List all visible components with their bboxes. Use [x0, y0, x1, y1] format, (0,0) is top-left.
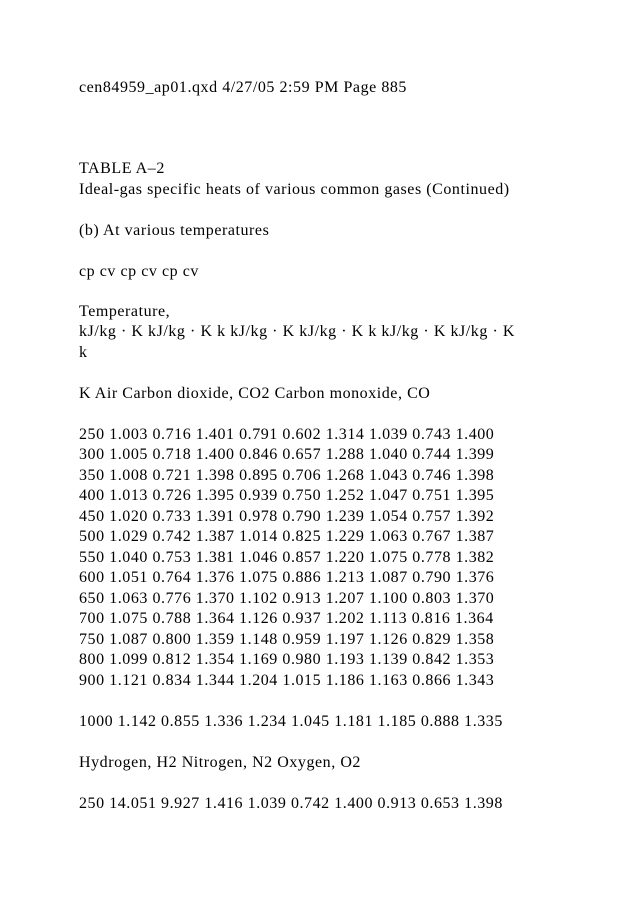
table-row: 250 1.003 0.716 1.401 0.791 0.602 1.314 1.039 0.743 1.400 — [79, 426, 495, 443]
table-row: 250 14.051 9.927 1.416 1.039 0.742 1.400 0.913 0.653 1.398 — [79, 795, 503, 812]
units-line: kJ/kg · K kJ/kg · K k kJ/kg · K kJ/kg · K k kJ/kg · K kJ/kg · K — [79, 323, 515, 340]
table-row: 450 1.020 0.733 1.391 0.978 0.790 1.239 1.054 0.757 1.392 — [79, 508, 495, 525]
gas-header-1: K Air Carbon dioxide, CO2 Carbon monoxide, CO — [79, 385, 431, 402]
subsection-heading: (b) At various temperatures — [79, 222, 270, 239]
table-row: 800 1.099 0.812 1.354 1.169 0.980 1.193 1.139 0.842 1.353 — [79, 651, 495, 668]
table-row: 400 1.013 0.726 1.395 0.939 0.750 1.252 1.047 0.751 1.395 — [79, 487, 495, 504]
gas-header-2: Hydrogen, H2 Nitrogen, N2 Oxygen, O2 — [79, 754, 361, 771]
table-row: 600 1.051 0.764 1.376 1.075 0.886 1.213 1.087 0.790 1.376 — [79, 569, 495, 586]
table-title: TABLE A–2 — [79, 160, 165, 177]
table-row: 350 1.008 0.721 1.398 0.895 0.706 1.268 1.043 0.746 1.398 — [79, 467, 495, 484]
units-line-wrap: k — [79, 344, 88, 361]
table-row: 750 1.087 0.800 1.359 1.148 0.959 1.197 1.126 0.829 1.358 — [79, 631, 495, 648]
column-symbols: cp cv cp cv cp cv — [79, 263, 199, 280]
table-row: 500 1.029 0.742 1.387 1.014 0.825 1.229 1.063 0.767 1.387 — [79, 528, 495, 545]
table-row: 900 1.121 0.834 1.344 1.204 1.015 1.186 1.163 0.866 1.343 — [79, 672, 495, 689]
table-row: 550 1.040 0.753 1.381 1.046 0.857 1.220 1.075 0.778 1.382 — [79, 549, 495, 566]
table-row-1000: 1000 1.142 0.855 1.336 1.234 1.045 1.181 1.185 0.888 1.335 — [79, 713, 503, 730]
table-row: 650 1.063 0.776 1.370 1.102 0.913 1.207 1.100 0.803 1.370 — [79, 590, 495, 607]
page-header: cen84959_ap01.qxd 4/27/05 2:59 PM Page 885 — [79, 79, 407, 96]
table-row: 300 1.005 0.718 1.400 0.846 0.657 1.288 1.040 0.744 1.399 — [79, 446, 495, 463]
table-caption: Ideal-gas specific heats of various common gases (Continued) — [79, 181, 510, 198]
temperature-label: Temperature, — [79, 303, 171, 320]
table-row: 700 1.075 0.788 1.364 1.126 0.937 1.202 1.113 0.816 1.364 — [79, 610, 494, 627]
